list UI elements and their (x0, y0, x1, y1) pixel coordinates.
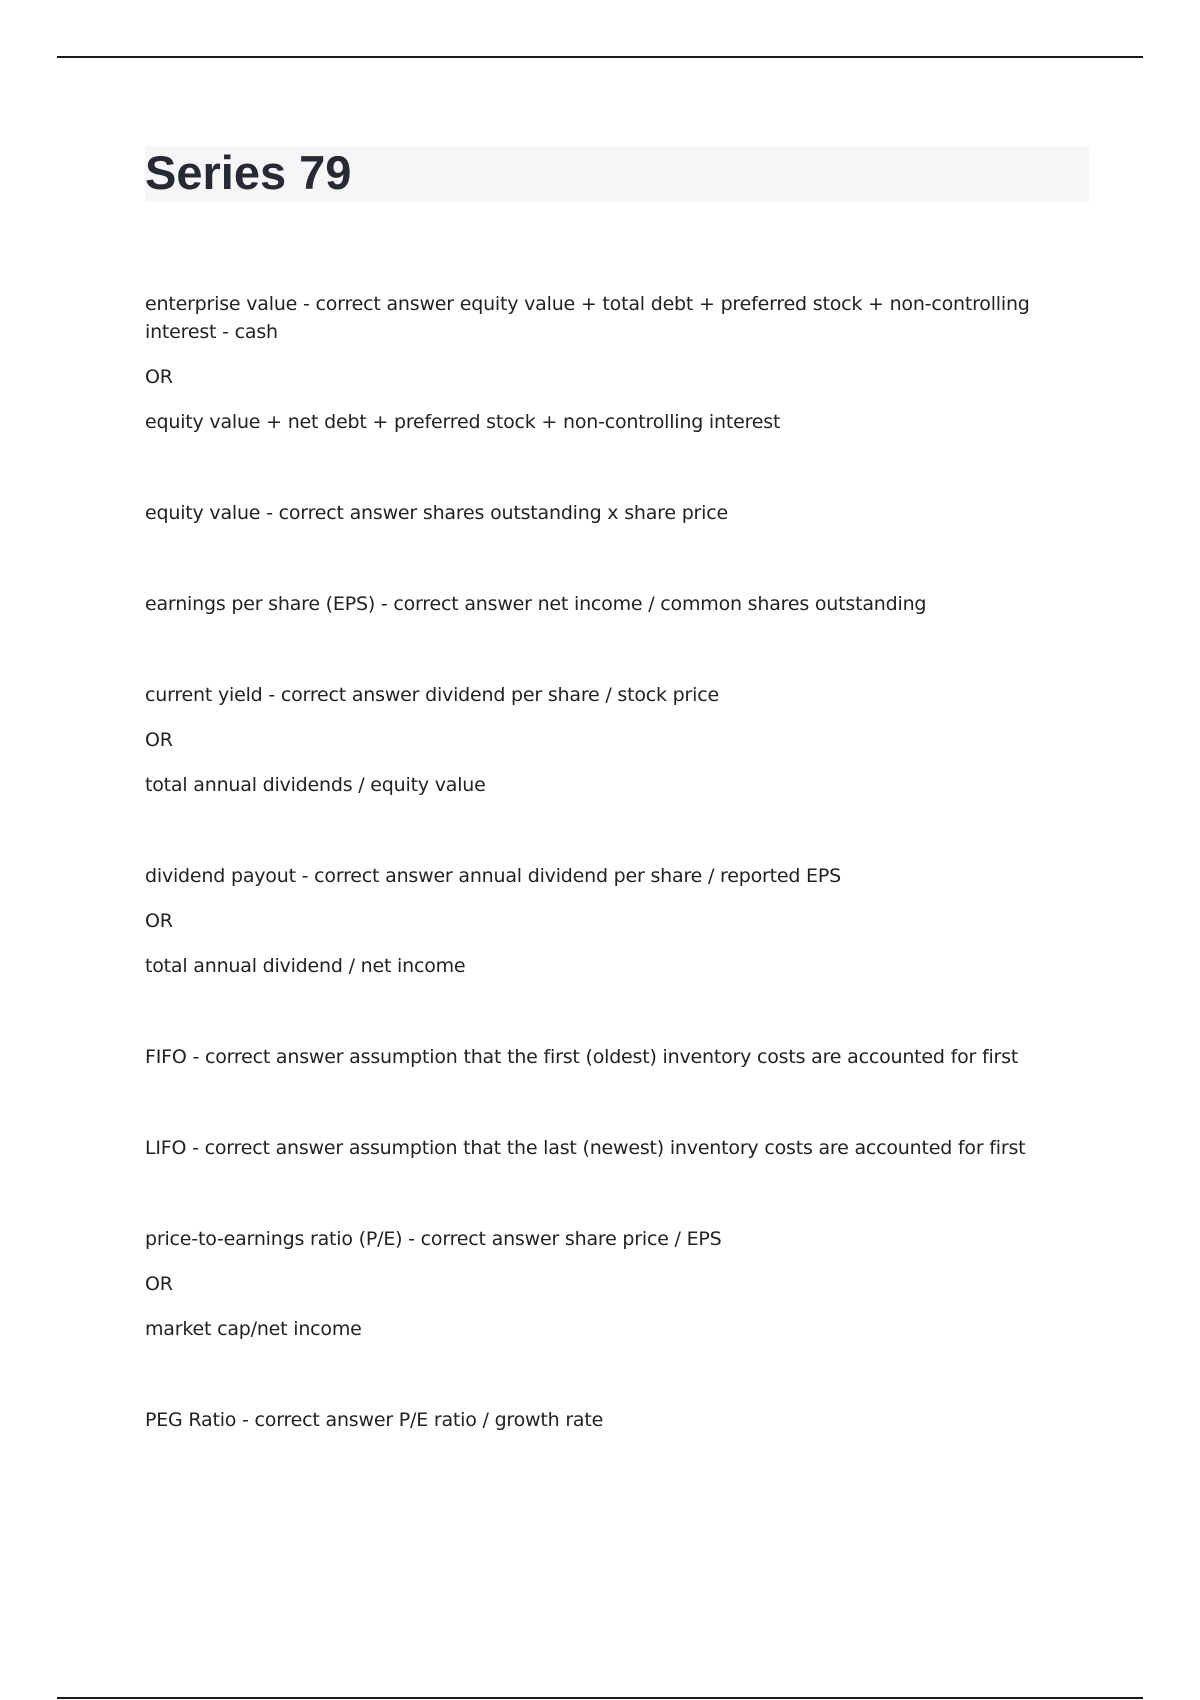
entry-line-or: OR (145, 366, 173, 388)
top-divider (57, 56, 1143, 58)
entry-line-or: OR (145, 910, 173, 932)
entry-line: dividend payout - correct answer annual dividend per share / reported EPS (145, 865, 841, 887)
entry-equity-value (145, 499, 1090, 527)
page-title: Series 79 (145, 146, 352, 199)
entry-enterprise-value (145, 290, 1090, 436)
entry-line: LIFO - correct answer assumption that the last (newest) inventory costs are accounted for first (145, 1137, 1026, 1159)
document-body (145, 290, 1090, 1497)
entry-lifo (145, 1134, 1090, 1162)
entry-line-or: OR (145, 1273, 173, 1295)
entry-peg-ratio (145, 1406, 1090, 1434)
entry-line: equity value + net debt + preferred stock + non-controlling interest (145, 411, 781, 433)
entry-line: market cap/net income (145, 1318, 362, 1340)
entry-line: earnings per share (EPS) - correct answer net income / common shares outstanding (145, 593, 927, 615)
entry-line-or: OR (145, 729, 173, 751)
entry-line: total annual dividend / net income (145, 955, 466, 977)
bottom-divider (57, 1697, 1143, 1699)
entry-line: enterprise value - correct answer equity value + total debt + preferred stock + non-controlling interest - cash (145, 293, 1030, 343)
entry-current-yield (145, 681, 1090, 799)
entry-eps (145, 590, 1090, 618)
entry-line: PEG Ratio - correct answer P/E ratio / growth rate (145, 1409, 604, 1431)
entry-pe-ratio (145, 1225, 1090, 1343)
entry-dividend-payout (145, 862, 1090, 980)
entry-line: FIFO - correct answer assumption that the first (oldest) inventory costs are accounted for first (145, 1046, 1019, 1068)
entry-line: equity value - correct answer shares outstanding x share price (145, 502, 728, 524)
entry-line: price-to-earnings ratio (P/E) - correct answer share price / EPS (145, 1228, 722, 1250)
entry-line: total annual dividends / equity value (145, 774, 486, 796)
entry-fifo (145, 1043, 1090, 1071)
entry-line: current yield - correct answer dividend per share / stock price (145, 684, 719, 706)
